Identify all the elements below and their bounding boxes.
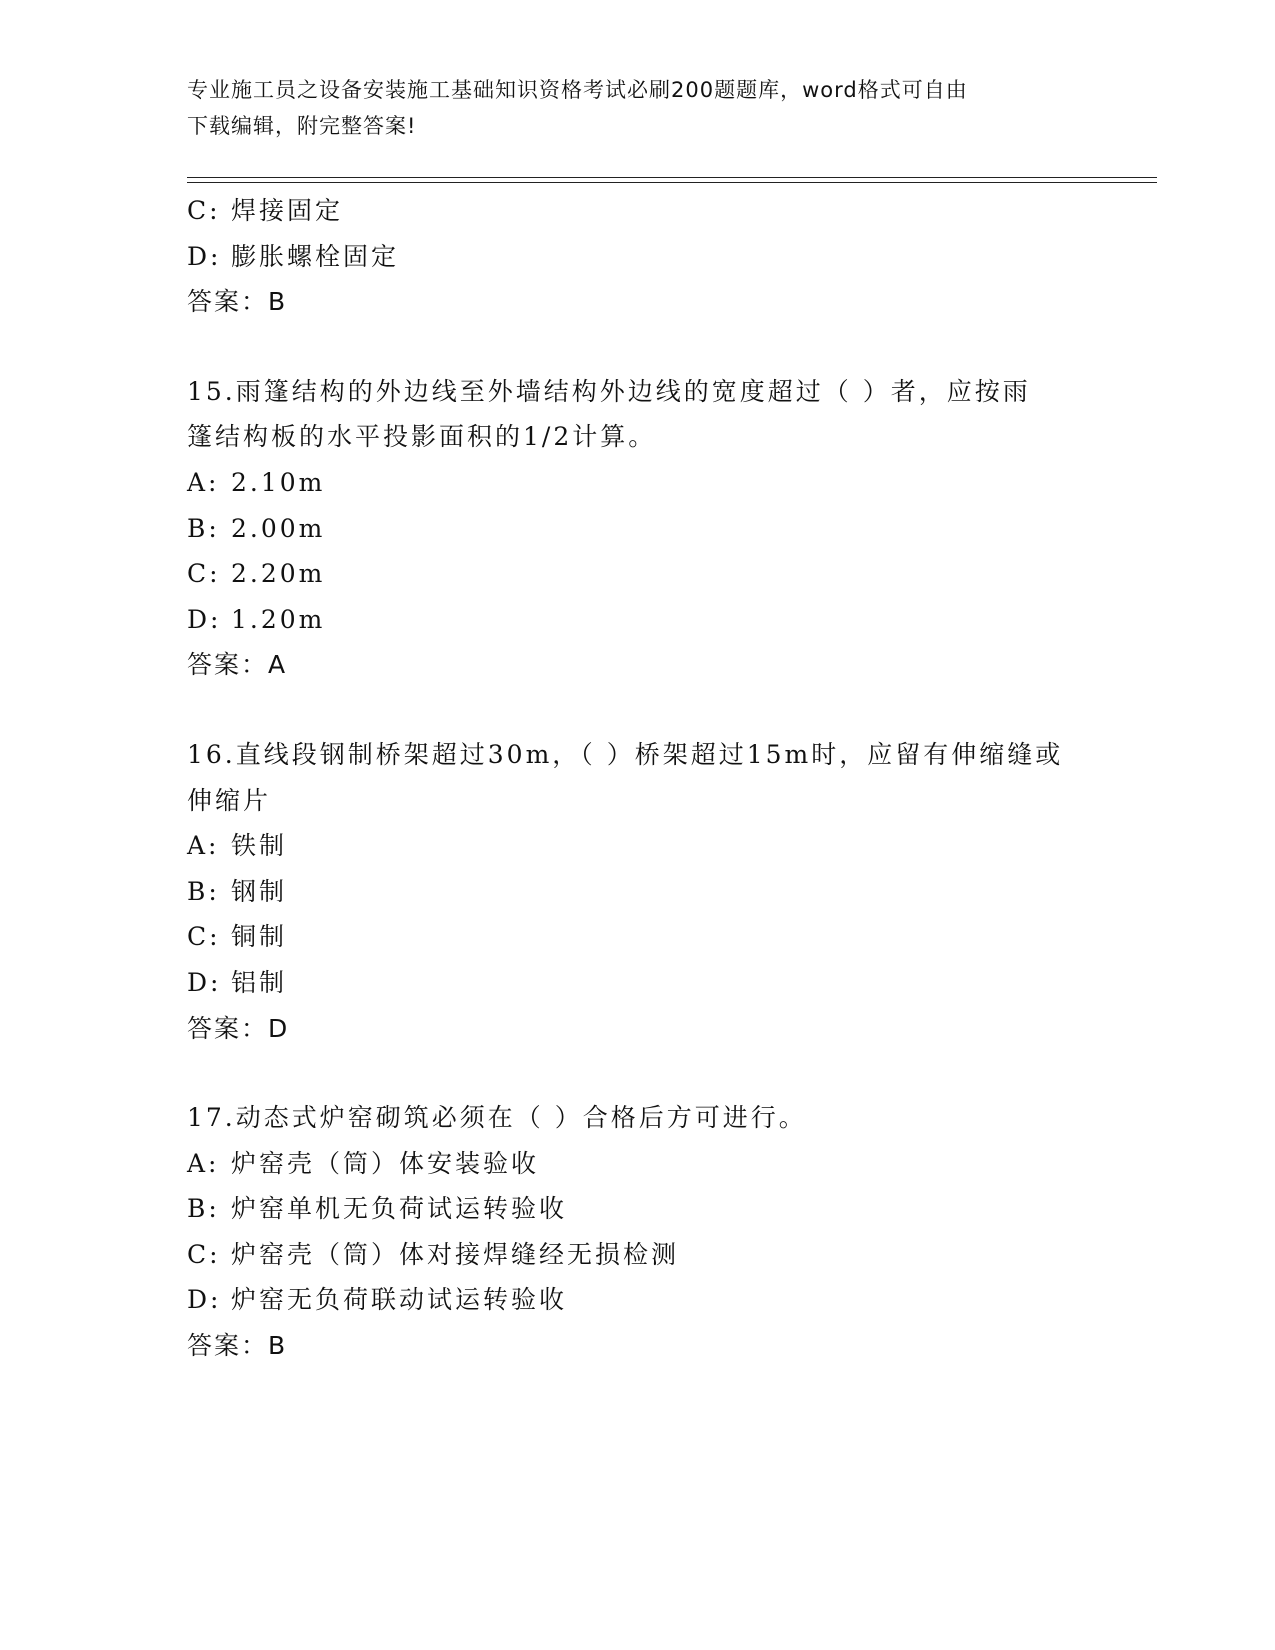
question-16 (187, 732, 1087, 1051)
option-d (187, 960, 1087, 1006)
answer-line: 答案：B (187, 1331, 288, 1361)
question-stem-line: 15.雨篷结构的外边线至外墙结构外边线的宽度超过（ ）者，应按雨 (187, 376, 1031, 406)
option-text: 炉窑壳（筒）体对接焊缝经无损检测 (231, 1239, 680, 1269)
question-list (187, 188, 1087, 1369)
option-text: 2.20m (231, 559, 326, 589)
option-a (187, 460, 1087, 506)
option-letter: D: (187, 967, 222, 997)
answer-line: 答案：B (187, 287, 288, 317)
option-d (187, 1277, 1087, 1323)
prev-question (187, 188, 1087, 325)
option-text: 焊接固定 (231, 196, 344, 225)
option-text: 炉窑壳（筒）体安装验收 (231, 1148, 540, 1178)
option-letter: B: (187, 513, 220, 543)
option-text: 钢制 (231, 876, 288, 906)
document-header (187, 72, 1087, 144)
option-c (187, 914, 1087, 960)
option-letter: B: (187, 1194, 220, 1224)
option-b (187, 506, 1087, 552)
question-stem-line: 伸缩片 (187, 785, 272, 815)
option-b (187, 1186, 1087, 1232)
question-17 (187, 1095, 1087, 1369)
spacer (187, 688, 1087, 732)
option-letter: C: (187, 196, 221, 225)
option-letter: D: (187, 604, 222, 634)
header-title-line-1: 专业施工员之设备安装施工基础知识资格考试必刷200题题库，word格式可自由 (187, 78, 968, 102)
option-text: 铁制 (231, 831, 288, 861)
question-stem-line: 16.直线段钢制桥架超过30m，（ ）桥架超过15m时，应留有伸缩缝或 (187, 739, 1064, 769)
option-text: 铝制 (231, 967, 288, 997)
option-a (187, 823, 1087, 869)
header-divider-bottom (187, 182, 1157, 183)
option-c (187, 551, 1087, 597)
question-stem-line: 17.动态式炉窑砌筑必须在（ ）合格后方可进行。 (187, 1103, 807, 1133)
option-letter: A: (187, 831, 220, 861)
option-text: 铜制 (231, 922, 288, 952)
option-text: 炉窑无负荷联动试运转验收 (231, 1285, 568, 1315)
answer-line: 答案：D (187, 1013, 290, 1043)
option-text: 1.20m (231, 604, 326, 634)
option-a (187, 1141, 1087, 1187)
question-15 (187, 369, 1087, 688)
option-letter: D: (187, 1285, 222, 1315)
spacer (187, 1051, 1087, 1095)
option-text: 炉窑单机无负荷试运转验收 (231, 1194, 568, 1224)
option-letter: B: (187, 876, 220, 906)
option-c (187, 188, 1087, 234)
spacer (187, 325, 1087, 369)
option-text: 膨胀螺栓固定 (231, 241, 400, 271)
option-letter: C: (187, 922, 221, 952)
option-letter: A: (187, 1148, 220, 1178)
option-d (187, 234, 1087, 280)
option-b (187, 869, 1087, 915)
header-divider-top (187, 177, 1157, 178)
question-stem-line: 篷结构板的水平投影面积的1/2计算。 (187, 422, 657, 452)
option-letter: C: (187, 1239, 221, 1269)
option-letter: A: (187, 467, 220, 497)
option-text: 2.00m (231, 513, 326, 543)
option-letter: D: (187, 241, 222, 271)
option-c (187, 1232, 1087, 1278)
option-text: 2.10m (231, 467, 326, 497)
answer-line: 答案：A (187, 650, 288, 680)
option-d (187, 597, 1087, 643)
option-letter: C: (187, 559, 221, 589)
header-title-line-2: 下载编辑，附完整答案! (187, 114, 417, 138)
